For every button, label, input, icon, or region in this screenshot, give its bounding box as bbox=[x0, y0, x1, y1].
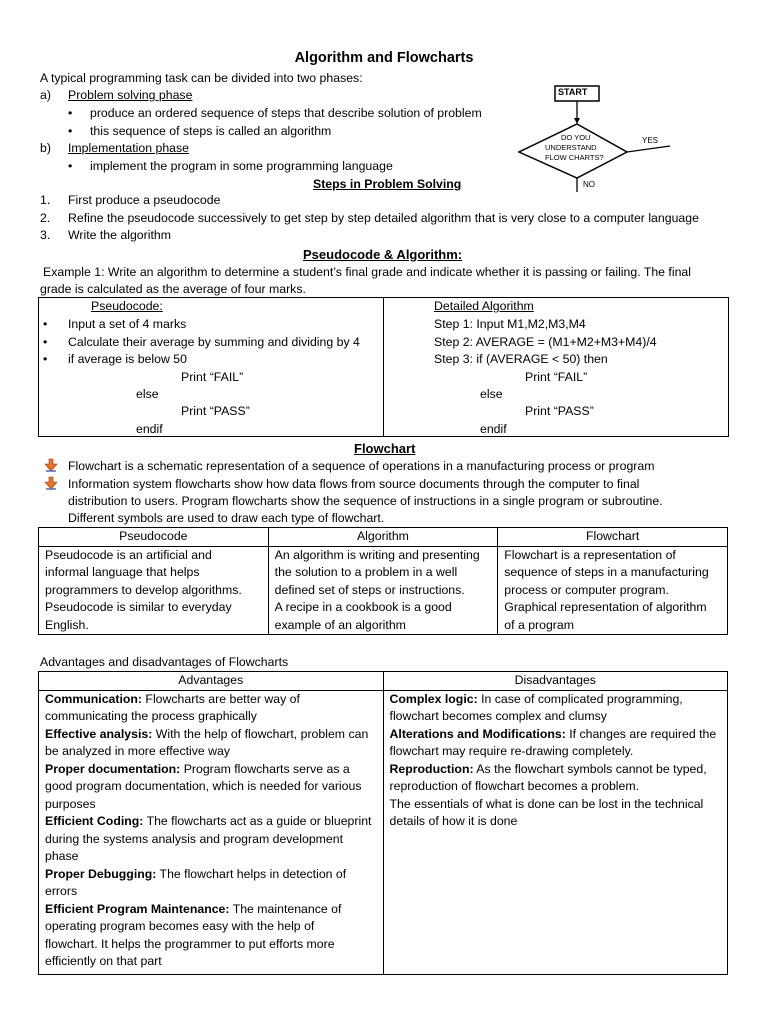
algo-step-2: Step 2: AVERAGE = (M1+M2+M3+M4)/4 bbox=[434, 335, 657, 349]
cell-flowchart-line: Graphical representation of algorithm bbox=[504, 600, 707, 614]
step-2-text: Refine the pseudocode successively to get step by step detailed algorithm that is very close to a computer language bbox=[68, 211, 699, 225]
phase-b-bullet-1: • implement the program in some programming language bbox=[68, 159, 393, 173]
algo-else: else bbox=[480, 387, 503, 401]
yes-label: YES bbox=[642, 136, 659, 145]
comparison-table bbox=[38, 527, 728, 635]
question-line-3: FLOW CHARTS? bbox=[545, 153, 604, 162]
algo-endif: endif bbox=[480, 422, 507, 436]
step-3-num: 3. bbox=[40, 228, 51, 242]
cell-pseudocode bbox=[39, 546, 269, 635]
phase-b-label: Implementation phase bbox=[68, 141, 189, 155]
adv-communication bbox=[45, 691, 377, 709]
cell-pseudocode-line: English. bbox=[45, 617, 89, 632]
phase-b-marker: b) bbox=[40, 141, 51, 155]
header-advantages: Advantages bbox=[39, 672, 384, 691]
dis-text: reproduction of flowchart becomes a problem. bbox=[389, 779, 640, 793]
phase-b-bullet-1-text: implement the program in some programming language bbox=[90, 159, 393, 173]
intro-text: A typical programming task can be divided into two phases: bbox=[40, 71, 363, 85]
phase-a-bullet-1-text: produce an ordered sequence of steps that describe solution of problem bbox=[90, 106, 482, 120]
header-algorithm: Algorithm bbox=[268, 528, 498, 547]
cell-flowchart bbox=[498, 546, 728, 635]
cell-algorithm-line: A recipe in a cookbook is a good bbox=[274, 600, 452, 614]
adv-term: Proper documentation: bbox=[45, 761, 181, 776]
dis-alterations bbox=[390, 726, 721, 744]
adv-term: Proper Debugging: bbox=[45, 866, 157, 881]
algo-print-fail: Print “FAIL” bbox=[525, 370, 588, 384]
example-line-2: grade is calculated as the average of four marks. bbox=[40, 282, 306, 296]
advantages-table bbox=[38, 671, 728, 975]
adv-proper-documentation bbox=[45, 761, 377, 779]
dis-text: flowchart becomes complex and clumsy bbox=[389, 709, 607, 723]
dis-essentials: The essentials of what is done can be lost in the technical bbox=[389, 796, 704, 811]
adv-term: Effective analysis: bbox=[45, 726, 153, 741]
step-1-text: First produce a pseudocode bbox=[68, 193, 221, 207]
pseudocode-heading: Pseudocode: bbox=[91, 299, 163, 313]
adv-text: With the help of flowchart, problem can bbox=[152, 726, 369, 741]
phase-a-bullet-2-text: this sequence of steps is called an algorithm bbox=[90, 124, 332, 138]
adv-text: flowchart. It helps the programmer to put efforts more bbox=[45, 936, 335, 951]
adv-text: errors bbox=[45, 884, 78, 898]
dis-text: If changes are required the bbox=[565, 726, 717, 741]
adv-text: The flowcharts act as a guide or blueprint bbox=[143, 814, 372, 828]
arrow-bullet-icon bbox=[44, 458, 58, 478]
pseudo-endif: endif bbox=[136, 422, 163, 436]
steps-heading: Steps in Problem Solving bbox=[313, 177, 462, 191]
page-title: Algorithm and Flowcharts bbox=[294, 50, 474, 66]
cell-flowchart-line: sequence of steps in a manufacturing bbox=[504, 565, 709, 579]
flowchart-point-2-line-3: Different symbols are used to draw each type of flowchart. bbox=[68, 511, 385, 525]
cell-pseudocode-line: informal language that helps bbox=[45, 565, 200, 579]
dis-reproduction bbox=[390, 761, 721, 779]
yes-line bbox=[627, 146, 670, 152]
adv-text: efficiently on that part bbox=[45, 954, 162, 968]
pseudo-bullet-2 bbox=[43, 334, 360, 352]
cell-algorithm-line: the solution to a problem in a well bbox=[274, 565, 458, 579]
cell-algorithm-line: example of an algorithm bbox=[274, 617, 406, 632]
cell-algorithm bbox=[268, 546, 498, 635]
adv-text: The maintenance of bbox=[229, 901, 342, 916]
pseudo-bullet-3-text: if average is below 50 bbox=[68, 352, 187, 366]
adv-text: purposes bbox=[45, 796, 96, 811]
dis-complex-logic bbox=[390, 691, 721, 709]
cell-pseudocode-line: Pseudocode is an artificial and bbox=[45, 547, 212, 562]
adv-term: Efficient Program Maintenance: bbox=[45, 901, 230, 916]
adv-program-maintenance bbox=[45, 901, 377, 919]
dis-text: As the flowchart symbols cannot be typed, bbox=[473, 761, 707, 776]
phase-a-label: Problem solving phase bbox=[68, 88, 193, 102]
pseudo-bullet-3-marker: • bbox=[43, 352, 48, 366]
flowchart-cartoon bbox=[515, 84, 675, 194]
pseudocode-cell bbox=[39, 298, 384, 437]
pseudo-bullet-1 bbox=[43, 316, 186, 334]
pseudo-bullet-3 bbox=[43, 351, 187, 369]
adv-text: be analyzed in more effective way bbox=[45, 744, 231, 758]
cell-flowchart-line: Flowchart is a representation of bbox=[504, 547, 676, 562]
advantages-cell bbox=[39, 690, 384, 974]
algo-print-pass: Print “PASS” bbox=[525, 404, 594, 418]
pseudo-else: else bbox=[136, 387, 159, 401]
advantages-heading: Advantages and disadvantages of Flowcharts bbox=[40, 655, 289, 669]
flowchart-point-1: Flowchart is a schematic representation of a sequence of operations in a manufacturing process or program bbox=[68, 459, 655, 473]
algo-step-1: Step 1: Input M1,M2,M3,M4 bbox=[434, 317, 586, 331]
adv-text: good program documentation, which is needed for various bbox=[45, 779, 362, 793]
header-pseudocode: Pseudocode bbox=[39, 528, 269, 547]
start-label: START bbox=[558, 87, 588, 97]
pseudo-print-pass: Print “PASS” bbox=[181, 404, 250, 418]
cell-flowchart-line: process or computer program. bbox=[504, 582, 669, 597]
adv-text: Flowcharts are better way of bbox=[142, 691, 300, 706]
adv-efficient-coding bbox=[45, 813, 377, 831]
disadvantages-cell bbox=[383, 690, 727, 974]
example-table bbox=[38, 297, 729, 437]
phase-a-bullet-1: • produce an ordered sequence of steps that describe solution of problem bbox=[68, 106, 482, 120]
cell-algorithm-line: An algorithm is writing and presenting bbox=[274, 547, 480, 562]
adv-term: Efficient Coding: bbox=[45, 814, 144, 828]
adv-proper-debugging bbox=[45, 866, 377, 884]
adv-text: Program flowcharts serve as a bbox=[180, 761, 350, 776]
pseudo-bullet-1-text: Input a set of 4 marks bbox=[68, 317, 187, 331]
pseudo-print-fail: Print “FAIL” bbox=[181, 370, 244, 384]
flowchart-heading: Flowchart bbox=[354, 441, 416, 456]
arrow-bullet-icon bbox=[44, 476, 58, 496]
cell-algorithm-line: defined set of steps or instructions. bbox=[274, 582, 465, 597]
pseudo-bullet-2-marker: • bbox=[43, 335, 48, 349]
flowchart-point-2-line-2: distribution to users. Program flowcharts show the sequence of instructions in a single program or subroutine. bbox=[68, 494, 663, 508]
cell-flowchart-line: of a program bbox=[504, 617, 574, 632]
adv-text: phase bbox=[45, 849, 79, 863]
pseudo-bullet-1-marker: • bbox=[43, 317, 48, 331]
step-2 bbox=[40, 210, 699, 228]
question-line-2: UNDERSTAND bbox=[545, 143, 597, 152]
phase-a-marker: a) bbox=[40, 88, 51, 102]
algorithm-cell bbox=[384, 298, 729, 437]
pseudocode-algorithm-heading: Pseudocode & Algorithm: bbox=[303, 247, 463, 262]
dis-text: flowchart may require re-drawing completely. bbox=[389, 744, 634, 758]
header-disadvantages: Disadvantages bbox=[383, 672, 727, 691]
step-3 bbox=[40, 227, 171, 245]
cell-pseudocode-line: programmers to develop algorithms. bbox=[45, 582, 242, 597]
dis-term: Complex logic: bbox=[389, 691, 478, 706]
header-flowchart: Flowchart bbox=[498, 528, 728, 547]
step-3-text: Write the algorithm bbox=[68, 228, 171, 242]
no-label: NO bbox=[583, 180, 595, 189]
adv-text: The flowchart helps in detection of bbox=[156, 866, 347, 881]
adv-text: operating program becomes easy with the help of bbox=[45, 919, 315, 933]
step-2-num: 2. bbox=[40, 211, 51, 225]
algo-step-3: Step 3: if (AVERAGE < 50) then bbox=[434, 352, 608, 366]
cell-pseudocode-line: Pseudocode is similar to everyday bbox=[45, 600, 232, 614]
example-line-1: Example 1: Write an algorithm to determine a student’s final grade and indicate whether it is passing or failing. The final bbox=[43, 265, 691, 279]
detailed-algorithm-heading: Detailed Algorithm bbox=[434, 299, 534, 313]
adv-text: communicating the process graphically bbox=[45, 709, 257, 723]
dis-text: details of how it is done bbox=[389, 814, 518, 828]
adv-effective-analysis bbox=[45, 726, 377, 744]
phase-a-bullet-2: • this sequence of steps is called an algorithm bbox=[68, 124, 332, 138]
adv-text: during the systems analysis and program development bbox=[45, 831, 344, 846]
start-arrow-head bbox=[574, 118, 580, 124]
dis-term: Alterations and Modifications: bbox=[389, 726, 566, 741]
question-line-1: DO YOU bbox=[561, 133, 591, 142]
pseudo-bullet-2-text: Calculate their average by summing and dividing by 4 bbox=[68, 335, 360, 349]
dis-term: Reproduction: bbox=[389, 761, 474, 776]
step-1 bbox=[40, 192, 220, 210]
adv-term: Communication: bbox=[45, 691, 143, 706]
step-1-num: 1. bbox=[40, 193, 51, 207]
flowchart-point-2-line-1: Information system flowcharts show how data flows from source documents through the computer to final bbox=[68, 477, 640, 491]
dis-text: In case of complicated programming, bbox=[477, 691, 683, 706]
